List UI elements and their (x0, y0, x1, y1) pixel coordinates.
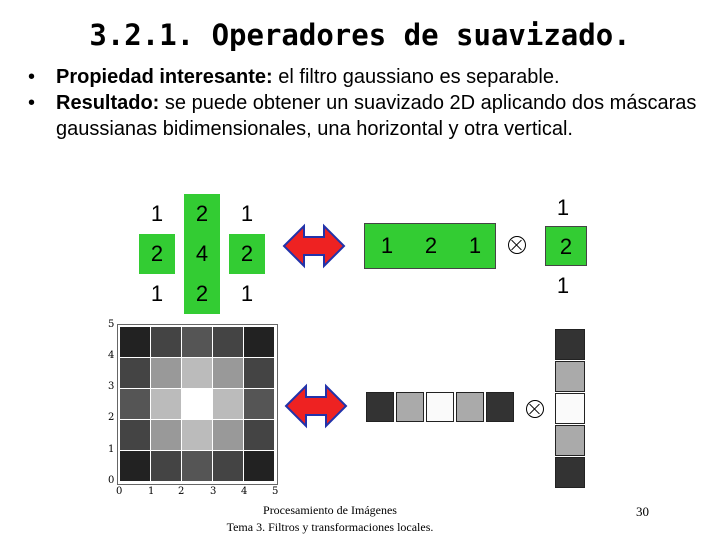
vmask-cell: 2 (545, 226, 587, 266)
vertical-mask (540, 188, 586, 306)
x-tick: 1 (148, 486, 155, 497)
gaussian-mask-3x3 (139, 194, 265, 314)
bullet-dot: • (28, 92, 36, 114)
vmask-cell: 1 (556, 195, 570, 220)
mask-cell: 1 (150, 281, 164, 306)
strip-cell (555, 457, 585, 488)
y-tick: 2 (108, 412, 115, 423)
mask-cell: 2 (184, 194, 220, 234)
mask-cell: 2 (184, 274, 220, 314)
hmask-cell: 1 (380, 233, 394, 258)
bullet-dot: • (28, 66, 36, 88)
mask-cell: 2 (139, 234, 175, 274)
mask-cell: 1 (150, 201, 164, 226)
x-tick: 4 (241, 486, 248, 497)
horizontal-mask (364, 223, 496, 269)
double-arrow-icon (282, 220, 346, 272)
hmask-cell: 2 (424, 233, 438, 258)
footer-line-2: Tema 3. Filtros y transformaciones locales. (226, 520, 434, 534)
slide-title: 3.2.1. Operadores de suavizado. (89, 18, 631, 52)
double-arrow-icon (284, 380, 348, 432)
strip-cell (456, 392, 484, 422)
y-tick: 3 (108, 381, 115, 392)
y-tick: 0 (108, 475, 115, 486)
bullet-2-text: se puede obtener un suavizado 2D aplicando dos máscaras gaussianas bidimensionales, una horizontal y otra vertical. (56, 92, 697, 140)
mask-cell: 1 (240, 281, 254, 306)
bullet-2-bold: Resultado: (56, 92, 160, 114)
mask-cell: 1 (240, 201, 254, 226)
strip-cell (486, 392, 514, 422)
convolution-operator-icon (508, 236, 526, 254)
page-number: 30 (636, 504, 649, 519)
mask-cell: 2 (229, 234, 265, 274)
bullet-2 (28, 90, 708, 142)
strip-cell (555, 393, 585, 424)
strip-cell (555, 361, 585, 392)
convolution-operator-icon (526, 400, 544, 418)
strip-cell (555, 425, 585, 456)
x-tick: 5 (272, 486, 279, 497)
bullet-1-text: el filtro gaussiano es separable. (272, 66, 560, 88)
y-tick: 5 (108, 319, 115, 330)
y-tick: 4 (108, 350, 115, 361)
strip-cell (555, 329, 585, 360)
x-tick: 2 (178, 486, 185, 497)
x-tick: 3 (210, 486, 217, 497)
bullet-1 (28, 64, 708, 90)
slide-footer (0, 502, 660, 536)
y-tick: 1 (108, 444, 115, 455)
x-tick: 0 (116, 486, 123, 497)
footer-line-1: Procesamiento de Imágenes (263, 503, 397, 517)
bullet-1-bold: Propiedad interesante: (56, 66, 273, 88)
strip-cell (396, 392, 424, 422)
plot-frame (117, 324, 278, 485)
vmask-cell: 1 (556, 273, 570, 298)
hmask-cell: 1 (468, 233, 482, 258)
mask-cell: 4 (184, 234, 220, 274)
strip-cell (426, 392, 454, 422)
bullet-list (28, 64, 708, 142)
strip-cell (366, 392, 394, 422)
